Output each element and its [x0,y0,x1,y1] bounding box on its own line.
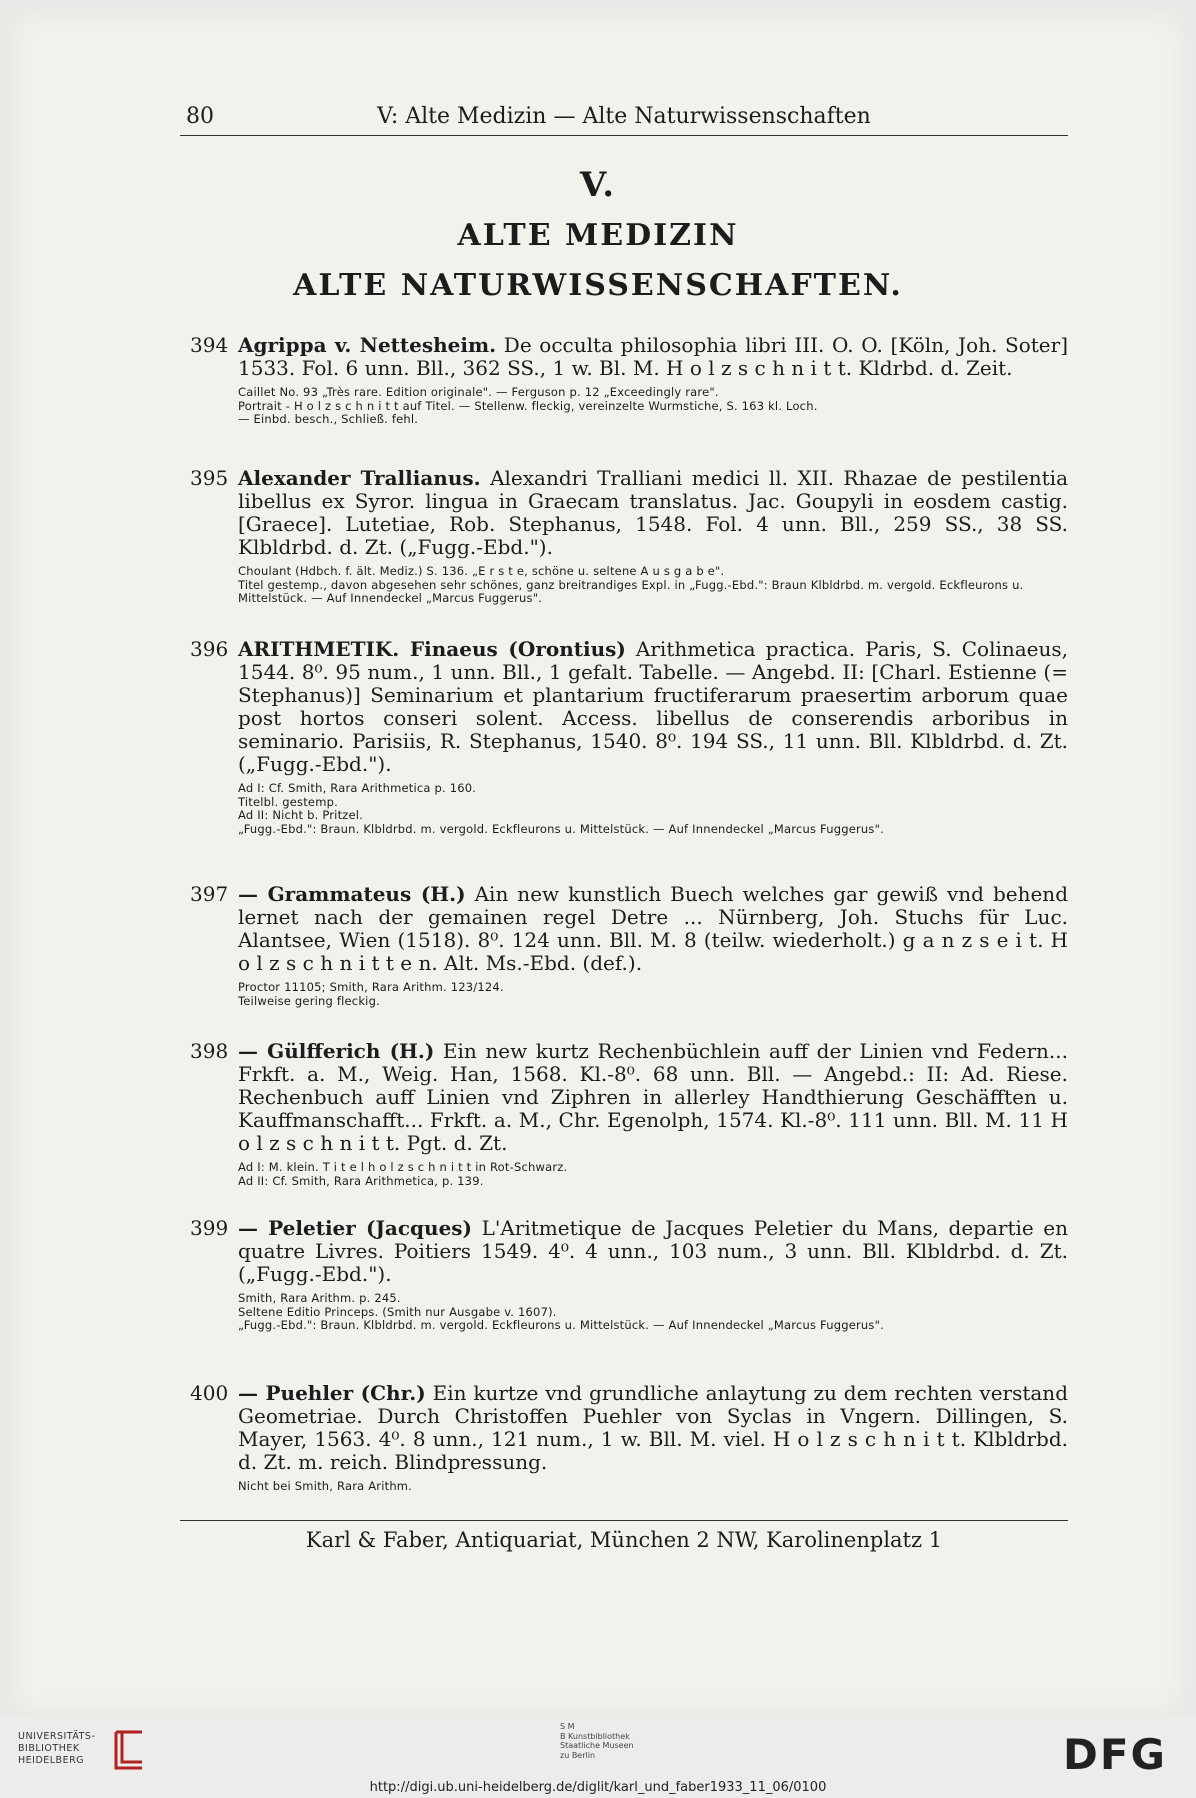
footer-rule [180,1520,1068,1521]
entry-notes [238,1161,1068,1188]
dfg-logo[interactable]: DFG [1063,1730,1168,1779]
entry-body [238,334,1068,380]
page-number: 80 [186,104,214,129]
entry-note: Ad I: M. klein. T i t e l h o l z s c h n i t t in Rot-Schwarz. [238,1160,568,1174]
catalog-entry [190,882,1068,1008]
entry-author: ARITHMETIK. Finaeus (Orontius) [238,637,626,661]
uni-logo-line: HEIDELBERG [18,1755,85,1766]
catalog-entry [190,1381,1068,1494]
entry-author: Alexander Trallianus. [238,466,481,490]
catalog-entry [190,637,1069,836]
entry-note: „Fugg.-Ebd.": Braun. Klbldrbd. m. vergold. Eckfleurons u. Mittelstück. — Auf Innendeckel „Marcus Fuggerus". [238,1318,884,1332]
entry-number: 396 [190,637,229,661]
entry-note: — Einbd. besch., Schließ. fehl. [238,412,419,426]
entry-note: Ad I: Cf. Smith, Rara Arithmetica p. 160. [238,781,477,795]
entry-note: Portrait - H o l z s c h n i t t auf Titel. — Stellenw. fleckig, vereinzelte Wurmstiche, S. 163 kl. Loch. [238,398,818,413]
entry-note: Proctor 11105; Smith, Rara Arithm. 123/124. [238,980,504,994]
entry-note: „Fugg.-Ebd.": Braun. Klbldrbd. m. vergold. Eckfleurons u. Mittelstück. — Auf Innendeckel „Marcus Fuggerus". [238,821,884,836]
catalog-entry [190,1039,1068,1188]
entry-notes [238,565,1068,606]
entry-body [238,1382,1068,1474]
entry-text: Alexandri Tralliani medici ll. XII. Rhazae de pestilentia libellus ex Syror. lingua in Graecam translatus. Jac. Goupyli in eosdem castig. [Graece]. Lutetiae, Rob. Stephanus, 1548. Fol. 4 unn. Bll., 259 SS., 38 SS. Klbldrbd. d. Zt. („Fugg.-Ebd."). [238,466,1069,559]
kb-line: Staatliche Museen [560,1741,634,1750]
entry-note: Titelbl. gestemp. [238,794,338,809]
scanned-page [10,10,1186,1716]
entry-author: — Gülfferich (H.) [238,1039,435,1063]
section-numeral: V. [579,165,617,205]
entry-notes [238,981,1068,1008]
section-title-line-1: ALTE MEDIZIN [457,218,739,253]
entry-body [238,467,1068,559]
entry-body [238,1217,1068,1286]
entry-notes [238,386,1068,427]
entry-note: Seltene Editio Princeps. (Smith nur Ausgabe v. 1607). [238,1304,557,1319]
entry-body [238,638,1068,776]
entry-text: De occulta philosophia libri III. O. O. [Köln, Joh. Soter] 1533. Fol. 6 unn. Bll., 362 SS., 1 w. Bl. M. H o l z s c h n i t t. Kldrbd. d. Zeit. [238,333,1068,380]
catalog-entry [190,333,1068,427]
entry-body [238,1040,1068,1155]
digitization-footer [0,1716,1196,1798]
entry-note: Teilweise gering fleckig. [238,993,380,1008]
entry-number: 397 [190,882,229,906]
entry-text: Arithmetica practica. Paris, S. Colinaeus, 1544. 8⁰. 95 num., 1 unn. Bll., 1 gefalt. Tabelle. — Angebd. II: [Charl. Estienne (= Stephanus)] Seminarium et plantarium fructiferarum praesertim arborum quae post hortos conseri solent. Access. libellus de conserendis arboribus in seminario. Parisiis, R. Stephanus, 1540. 8⁰. 194 SS., 11 unn. Bll. Klbldrbd. d. Zt. („Fugg.-Ebd."). [238,637,1069,776]
section-title-line-2: ALTE NATURWISSENSCHAFTEN. [293,268,903,303]
entry-number: 398 [190,1039,229,1063]
entry-notes [238,1480,1068,1494]
entry-note: Choulant (Hdbch. f. ält. Mediz.) S. 136. „E r s t e, schöne u. seltene A u s g a b e". [238,564,725,578]
entry-number: 399 [190,1216,229,1240]
entry-body [238,883,1068,975]
entry-note: Caillet No. 93 „Très rare. Edition originale". — Ferguson p. 12 „Exceedingly rare". [238,385,719,399]
entry-notes [238,782,1068,836]
kunstbibliothek-logo[interactable] [560,1722,680,1760]
uni-logo-line: UNIVERSITÄTS- [18,1731,96,1742]
entry-note: Titel gestemp., davon abgesehen sehr schönes, ganz breitrandiges Expl. in „Fugg.-Ebd.": Braun Klbldrbd. m. vergold. Eckfleurons u. Mittelstück. — Auf Innendeckel „Marcus Fuggerus". [238,577,1024,605]
entry-author: Agrippa v. Nettesheim. [238,333,497,357]
permalink-url[interactable]: http://digi.ub.uni-heidelberg.de/diglit/karl_und_faber1933_11_06/0100 [369,1780,827,1795]
entry-author: — Puehler (Chr.) [238,1381,426,1405]
entry-text: L'Aritmetique de Jacques Peletier du Mans, departie en quatre Livres. Poitiers 1549. 4⁰. 4 unn., 103 num., 3 unn. Bll. Klbldrbd. d. Zt. („Fugg.-Ebd."). [238,1216,1068,1286]
entry-author: — Grammateus (H.) [238,882,466,906]
entry-author: — Peletier (Jacques) [238,1216,473,1240]
entry-note: Ad II: Nicht b. Pritzel. [238,808,364,822]
university-library-logo[interactable] [18,1731,95,1767]
kb-mark: S M [560,1722,575,1731]
entry-number: 395 [190,466,229,490]
running-title: V: Alte Medizin — Alte Naturwissenschaften [377,104,871,129]
entry-note: Smith, Rara Arithm. p. 245. [238,1291,401,1305]
catalog-entry [190,1216,1068,1333]
uni-logo-line: BIBLIOTHEK [18,1743,80,1754]
entry-notes [238,1292,1068,1333]
publisher-line: Karl & Faber, Antiquariat, München 2 NW, Karolinenplatz 1 [305,1528,943,1552]
entry-number: 400 [190,1381,229,1405]
kb-line: zu Berlin [560,1750,596,1760]
kb-line: B Kunstbibliothek [560,1731,630,1741]
entry-number: 394 [190,333,229,357]
entry-text: Ein kurtze vnd grundliche anlaytung zu dem rechten verstand Geometriae. Durch Christoffen Puehler von Syclas in Vngern. Dillingen, S. Mayer, 1563. 4⁰. 8 unn., 121 num., 1 w. Bll. M. viel. H o l z s c h n i t t. Klbldrbd. d. Zt. m. reich. Blindpressung. [238,1381,1068,1474]
running-header [180,99,1068,136]
entry-note: Nicht bei Smith, Rara Arithm. [238,1479,413,1493]
entry-note: Ad II: Cf. Smith, Rara Arithmetica, p. 139. [238,1173,484,1188]
entry-text: Ain new kunstlich Buech welches gar gewiß vnd behend lernet nach der gemainen regel Detre ... Nürnberg, Joh. Stuchs für Luc. Alantsee, Wien (1518). 8⁰. 124 unn. Bll. M. 8 (teilw. wiederholt.) g a n z s e i t. H o l z s c h n i t t e n. Alt. Ms.-Ebd. (def.). [238,882,1068,975]
heidelberg-mark-icon [112,1728,146,1772]
catalog-entry [190,466,1069,606]
entry-text: Ein new kurtz Rechenbüchlein auff der Linien vnd Federn... Frkft. a. M., Weig. Han, 1568. Kl.-8⁰. 68 unn. Bll. — Angebd.: II: Ad. Riese. Rechenbuch auff Linien vnd Ziphren in allerley Handthierung Geschäfften u. Kauffmanschafft... Frkft. a. M., Chr. Egenolph, 1574. Kl.-8⁰. 111 unn. Bll. M. 11 H o l z s c h n i t t. Pgt. d. Zt. [238,1039,1068,1155]
